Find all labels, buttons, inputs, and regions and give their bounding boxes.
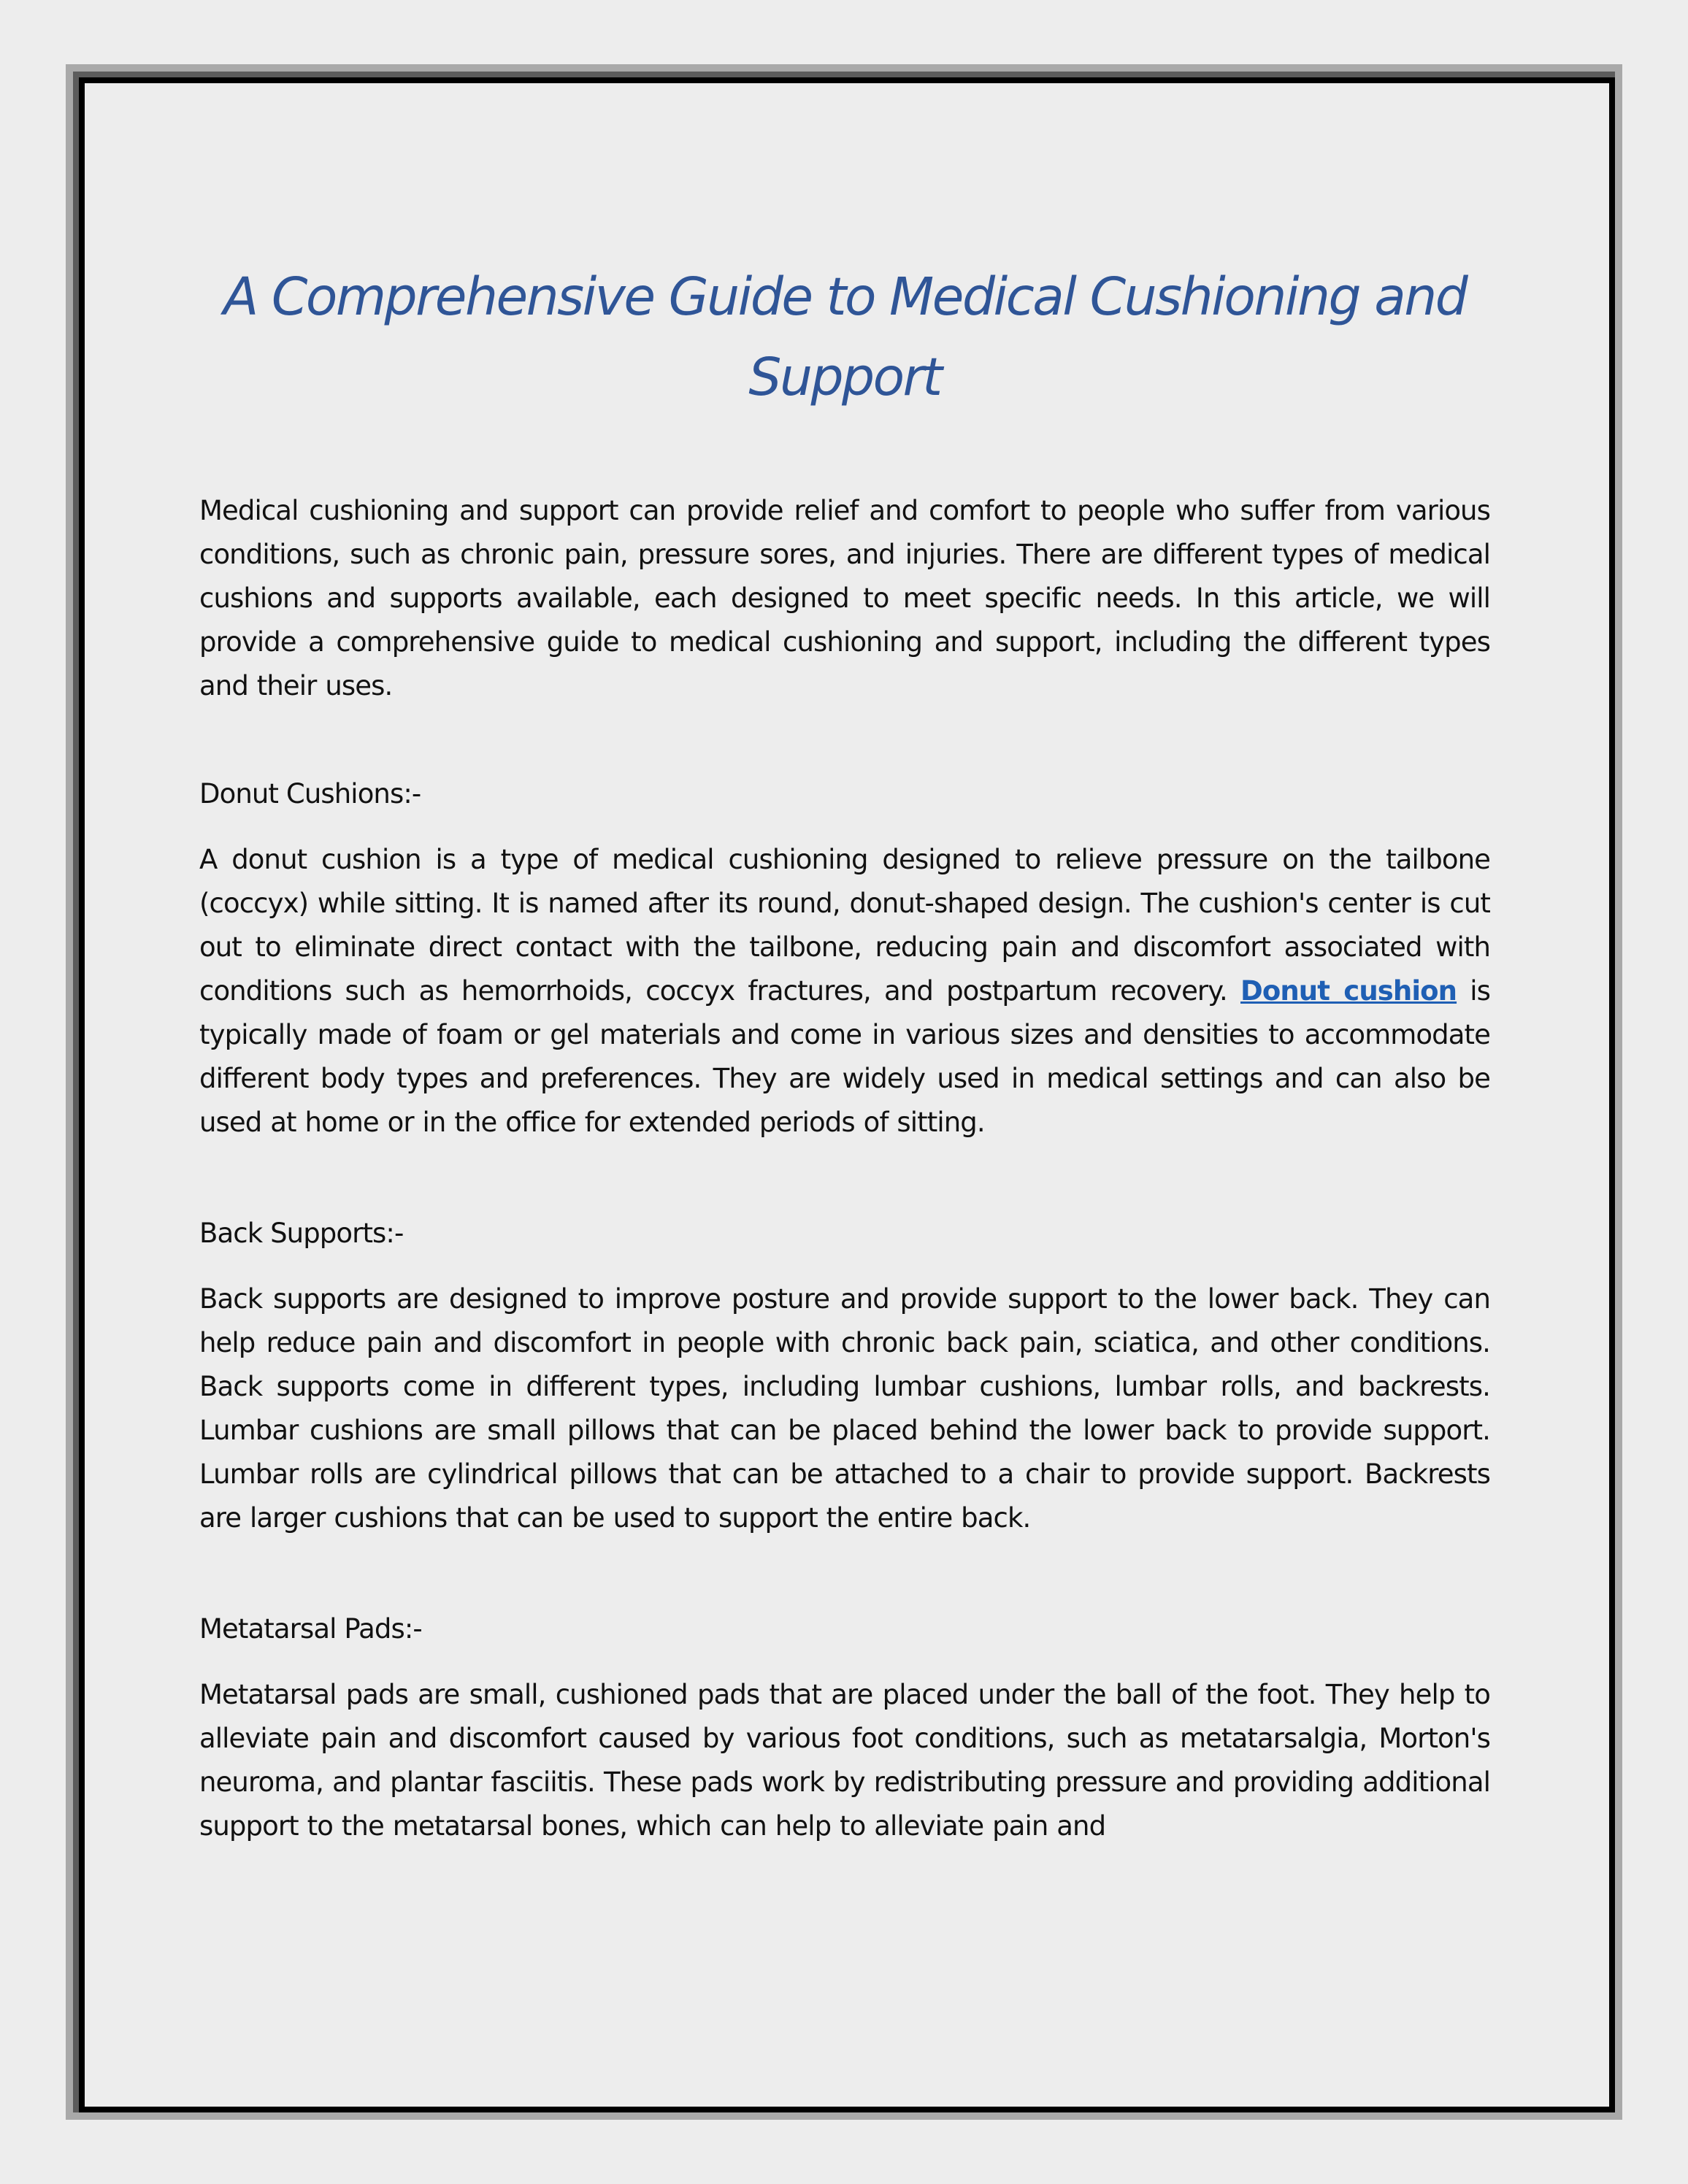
document-body bbox=[199, 257, 1490, 1848]
donut-text-after-link: is typically made of foam or gel materials and come in various sizes and densities to accommodate different body types and preferences. They are widely used in medical settings and can also be used at home or in the office for extended periods of sitting. bbox=[199, 975, 1491, 1138]
document-title-line-1: A Comprehensive Guide to Medical Cushioning and bbox=[223, 266, 1467, 327]
document-title bbox=[199, 257, 1490, 418]
document-title-line-2: Support bbox=[748, 347, 941, 407]
section-heading-metatarsal-pads: Metatarsal Pads:- bbox=[199, 1613, 422, 1645]
section-paragraph-back-supports: Back supports are designed to improve posture and provide support to the lower back. They can help reduce pain and discomfort in people with chronic back pain, sciatica, and other conditions. Back supports come in different types, including lumbar cushions, lumbar rolls, and backrests. Lumbar cushions are small pillows that can be placed behind the lower back to provide support. Lumbar rolls are cylindrical pillows that can be attached to a chair to provide support. Backrests are larger cushions that can be used to support the entire back. bbox=[199, 1283, 1490, 1534]
donut-cushion-link[interactable]: Donut cushion bbox=[1240, 975, 1457, 1007]
section-paragraph-donut-cushions bbox=[199, 838, 1490, 1145]
section-heading-donut-cushions: Donut Cushions:- bbox=[199, 778, 421, 810]
section-paragraph-metatarsal-pads: Metatarsal pads are small, cushioned pads that are placed under the ball of the foot. They help to alleviate pain and discomfort caused by various foot conditions, such as metatarsalgia, Morton's neuroma, and plantar fasciitis. These pads work by redistributing pressure and providing additional support to the metatarsal bones, which can help to alleviate pain and bbox=[199, 1679, 1490, 1842]
intro-paragraph: Medical cushioning and support can provide relief and comfort to people who suffer from various conditions, such as chronic pain, pressure sores, and injuries. There are different types of medical cushions and supports available, each designed to meet specific needs. In this article, we will provide a comprehensive guide to medical cushioning and support, including the different types and their uses. bbox=[199, 495, 1490, 701]
section-heading-back-supports: Back Supports:- bbox=[199, 1218, 404, 1249]
donut-text-before-link: A donut cushion is a type of medical cushioning designed to relieve pressure on the tailbone (coccyx) while sitting. It is named after its round, donut-shaped design. The cushion's center is cut out to eliminate direct contact with the tailbone, reducing pain and discomfort associated with conditions such as hemorrhoids, coccyx fractures, and postpartum recovery. bbox=[199, 844, 1490, 1007]
